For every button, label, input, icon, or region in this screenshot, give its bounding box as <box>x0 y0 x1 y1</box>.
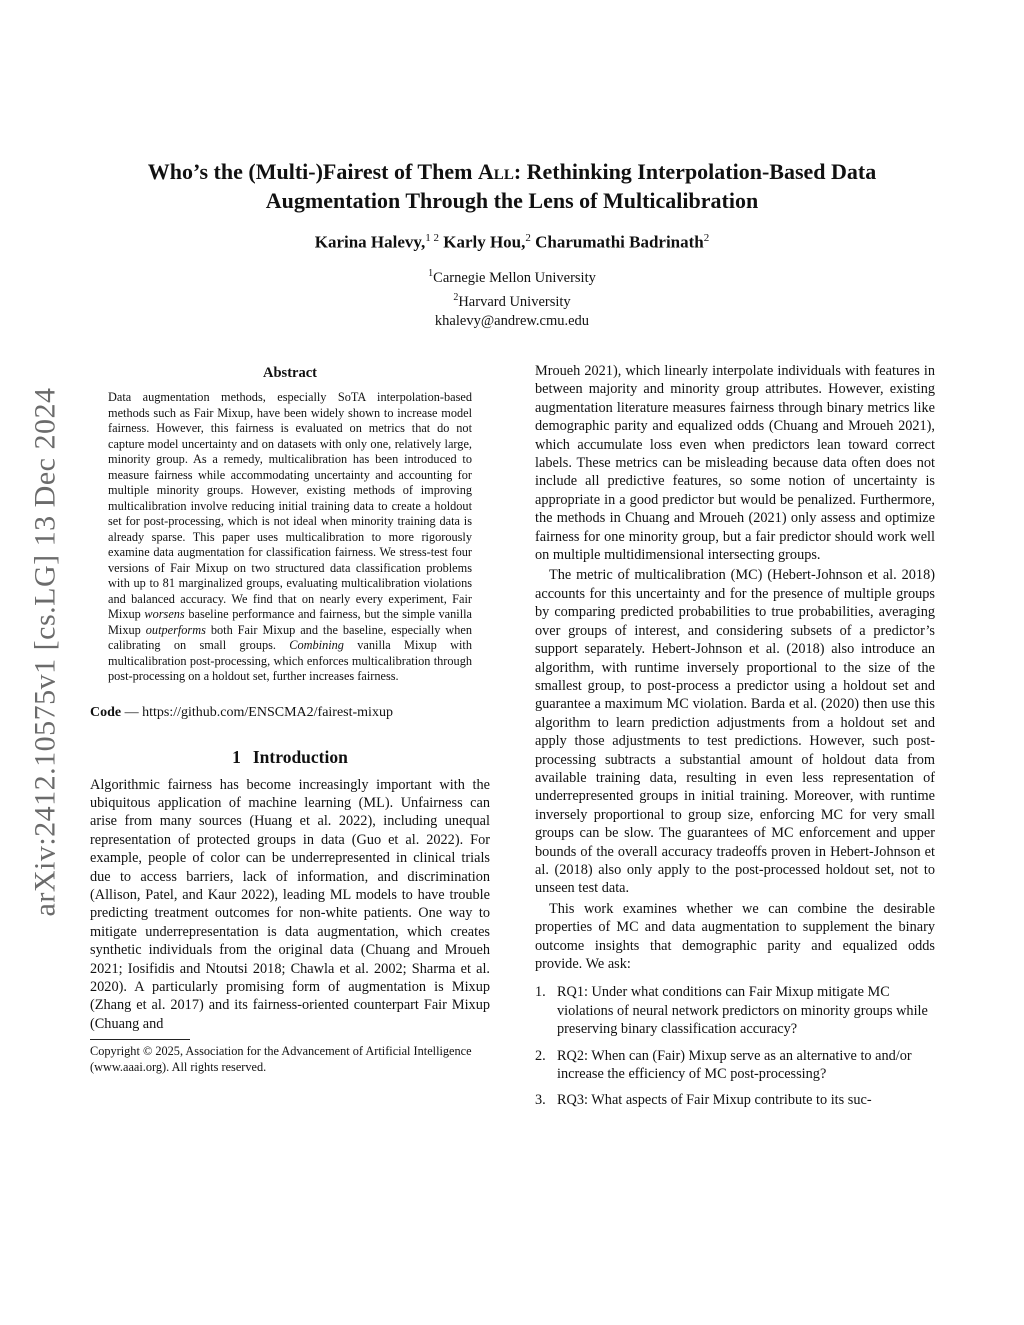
code-repository-link[interactable]: — https://github.com/ENSCMA2/fairest-mixup <box>121 704 393 720</box>
body-paragraph: The metric of multicalibration (MC) (Hebert-Johnson et al. 2018) accounts for this uncertainty and for the presence of multiple groups by comparing predicted probabilities to true probabilities, averaging over groups of interest, and considering subsets of a predictor’s support separately. Hebert-Johnson et al. (2018) also introduce an algorithm, with runtime inversely proportional to the size of the smallest group, to post-process a predictor using a holdout set and guarantee a maximum MC violation. Barda et al. (2020) then use this algorithm to learn prediction adjustments from a holdout set and apply those adjustments to test predictions. However, such post-processing subtracts a substantial amount of holdout data from available training data, resulting in even less representation of underrepresented groups in initial training. Moreover, with runtime inversely proportional to group size, enforcing MC for very small groups can be slow. The guarantees of MC enforcement and upper bounds of the overall accuracy tradeoffs proven in Hebert-Johnson et al. (2018) also only apply to the post-processed holdout set, not to unseen test data. <box>535 567 935 897</box>
abstract-text: Data augmentation methods, especially SoTA interpolation-based methods such as Fair Mixup, have been widely shown to increase model fairness. However, this fairness is evaluated on metrics that do not capture model uncertainty and on datasets with only one, relatively large, minority group. As a remedy, multicalibration has been introduced to measure fairness while accommodating uncertainty and accounting for multiple minority groups. However, existing methods of improving multicalibration involve reducing initial training data to create a holdout set for post-processing, which is not ideal when minority training data is already sparse. This paper uses multicalibration to more rigorously examine data augmentation for classification fairness. We stress-test four versions of Fair Mixup on two structured data classification problems with up to 81 marginalized groups, evaluating multicalibration violations and balanced accuracy. We find that on nearly every experiment, Fair Mixup <box>108 390 472 621</box>
list-item <box>535 983 935 1038</box>
arxiv-stamp-text: arXiv:2412.10575v1 [cs.LG] 13 Dec 2024 <box>28 387 61 917</box>
left-column <box>90 362 490 1075</box>
affiliations <box>90 264 934 331</box>
list-text: RQ3: What aspects of Fair Mixup contribute to its suc- <box>557 1092 872 1109</box>
section-heading-introduction <box>90 747 490 768</box>
arxiv-identifier-stamp <box>16 352 74 952</box>
abstract-text: baseline performance and fairness, but the simple vanilla Mixup <box>108 607 472 637</box>
body-paragraph: This work examines whether we can combine the desirable properties of MC and data augmentation to supplement the binary outcome insights that demographic parity and equalized odds provide. We ask: <box>535 900 935 972</box>
abstract-text: vanilla Mixup with multicalibration post-processing, which enforces multicalibration through post-processing on a holdout set, further increases fairness. <box>108 638 473 683</box>
abstract-emphasis: Combining <box>289 638 344 652</box>
intro-paragraph: Algorithmic fairness has become increasingly important with the ubiquitous application of machine learning (ML). Unfairness can arise from many sources (Huang et al. 2022), including unequal representation of protected groups in data (Guo et al. 2022). For example, people of color can be underrepresented in clinical trials due to access barriers, lack of information, and discrimination (Allison, Patel, and Kaur 2022), leading ML models to have trouble predicting treatment outcomes for non-white patients. One way to mitigate underrepresentation is data augmentation, which creates synthetic individuals from the original data (Chuang and Mroueh 2021; Iosifidis and Ntoutsi 2018; Chawla et al. 2002; Sharma et al. 2020). A particularly promising form of augmentation is Mixup (Zhang et al. 2017) and its fairness-oriented counterpart Fair Mixup (Chuang and <box>90 776 490 1032</box>
code-link-line <box>90 705 490 721</box>
list-text: RQ1: Under what conditions can Fair Mixup mitigate MC violations of neural network predictors on minority groups while preserving binary classification accuracy? <box>557 984 928 1038</box>
author-affiliation-mark: 2 <box>703 232 710 244</box>
paper-title <box>90 157 934 215</box>
research-questions-list <box>535 983 935 1109</box>
abstract-heading: Abstract <box>263 365 317 381</box>
section-number: 1 <box>232 746 241 767</box>
author-name: Charumathi Badrinath <box>530 232 704 252</box>
affiliation-line <box>90 288 934 312</box>
footnote-divider <box>90 1039 190 1040</box>
author-affiliation-mark: 1 2 <box>425 232 439 244</box>
affiliation-name: Harvard University <box>458 293 571 310</box>
contact-email[interactable]: khalevy@andrew.cmu.edu <box>434 312 590 329</box>
title-line-2: Augmentation Through the Lens of Multicalibration <box>265 188 759 213</box>
author-list <box>90 232 934 253</box>
abstract-text: both Fair Mixup and the baseline, especially when calibrating on small groups. <box>108 622 473 652</box>
list-text: RQ2: When can (Fair) Mixup serve as an alternative to and/or increase the efficiency of MC post-processing? <box>557 1047 912 1083</box>
author-affiliation-mark: 2 <box>525 232 531 244</box>
list-item <box>535 1091 935 1109</box>
list-number: 2. <box>535 1047 546 1064</box>
affiliation-mark: 1 <box>428 268 434 279</box>
abstract-emphasis: outperforms <box>145 622 206 637</box>
abstract-emphasis: worsens <box>144 607 185 621</box>
list-number: 3. <box>535 1092 546 1109</box>
list-item <box>535 1047 935 1084</box>
title-small-caps: All <box>477 159 514 184</box>
list-number: 1. <box>535 984 546 1001</box>
copyright-footnote: Copyright © 2025, Association for the Advancement of Artificial Intelligence (www.aaai.org). All rights reserved. <box>90 1044 472 1074</box>
affiliation-line <box>90 264 934 288</box>
author-name: Karina Halevy, <box>314 232 426 252</box>
right-column <box>535 362 935 1118</box>
abstract-body <box>108 390 472 685</box>
title-part-2: : Rethinking Interpolation-Based Data <box>513 159 877 184</box>
affiliation-mark: 2 <box>453 291 459 303</box>
body-paragraph: Mroueh 2021), which linearly interpolate individuals with features in between majority and minority group attributes. However, existing augmentation literature measures fairness through binary metrics like demographic parity and equalized odds (Chuang and Mroueh 2021), which accumulate loss even when predictors lean toward correct labels. These metrics can be misleading because data often does not include all predictive features, so some notion of uncertainty is appropriate in a good predictor but would be penalized. Furthermore, the methods in Chuang and Mroueh (2021) only assess and optimize fairness for one minority group, but a fair predictor should work well on multiple multidimensional intersecting groups. <box>535 363 935 564</box>
author-name: Karly Hou, <box>438 232 526 252</box>
title-part-1: Who’s the (Multi-)Fairest of Them <box>147 159 478 184</box>
affiliation-name: Carnegie Mellon University <box>433 269 596 286</box>
code-label: Code <box>90 704 122 720</box>
section-title: Introduction <box>252 746 348 767</box>
